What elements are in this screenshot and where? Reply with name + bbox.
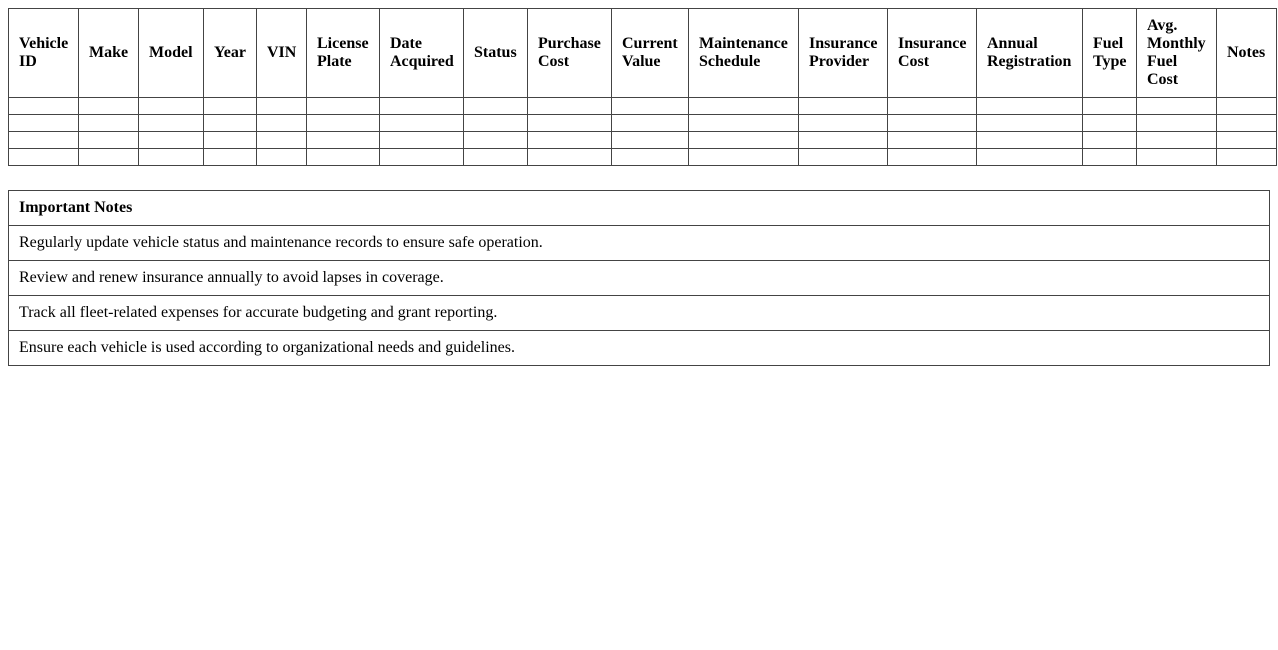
table-cell [528, 132, 612, 149]
column-header-vin: VIN [257, 9, 307, 98]
table-cell [380, 115, 464, 132]
column-header-purchase-cost: Purchase Cost [528, 9, 612, 98]
column-header-current-value: Current Value [612, 9, 689, 98]
table-cell [257, 132, 307, 149]
table-cell [204, 132, 257, 149]
table-cell [1137, 98, 1217, 115]
table-cell [79, 115, 139, 132]
table-row [9, 149, 1277, 166]
note-item: Ensure each vehicle is used according to organizational needs and guidelines. [9, 331, 1270, 366]
table-cell [9, 149, 79, 166]
note-item: Track all fleet-related expenses for accurate budgeting and grant reporting. [9, 296, 1270, 331]
table-cell [612, 115, 689, 132]
column-header-year: Year [204, 9, 257, 98]
important-notes-table [8, 190, 1270, 366]
table-cell [1083, 132, 1137, 149]
column-header-avg-monthly-fuel-cost: Avg. Monthly Fuel Cost [1137, 9, 1217, 98]
table-cell [977, 98, 1083, 115]
table-cell [799, 132, 888, 149]
table-cell [464, 149, 528, 166]
table-cell [1137, 115, 1217, 132]
table-cell [464, 132, 528, 149]
table-cell [977, 115, 1083, 132]
table-cell [380, 98, 464, 115]
table-cell [528, 149, 612, 166]
table-cell [689, 98, 799, 115]
table-cell [799, 98, 888, 115]
note-item: Review and renew insurance annually to avoid lapses in coverage. [9, 261, 1270, 296]
column-header-maintenance-schedule: Maintenance Schedule [689, 9, 799, 98]
table-cell [1137, 132, 1217, 149]
table-cell [888, 115, 977, 132]
table-cell [612, 98, 689, 115]
table-cell [139, 98, 204, 115]
table-cell [977, 149, 1083, 166]
table-cell [257, 115, 307, 132]
table-cell [79, 149, 139, 166]
table-cell [1217, 115, 1277, 132]
notes-header-row [9, 191, 1270, 226]
table-cell [977, 132, 1083, 149]
table-body [9, 98, 1277, 166]
table-cell [528, 115, 612, 132]
table-cell [257, 149, 307, 166]
fleet-vehicle-table [8, 8, 1277, 166]
table-cell [9, 98, 79, 115]
column-header-notes: Notes [1217, 9, 1277, 98]
table-cell [689, 149, 799, 166]
table-header-row [9, 9, 1277, 98]
table-cell [464, 98, 528, 115]
table-cell [1137, 149, 1217, 166]
table-cell [1217, 98, 1277, 115]
table-cell [307, 115, 380, 132]
table-cell [204, 98, 257, 115]
table-cell [689, 115, 799, 132]
column-header-fuel-type: Fuel Type [1083, 9, 1137, 98]
table-cell [139, 149, 204, 166]
table-cell [1083, 98, 1137, 115]
column-header-insurance-cost: Insurance Cost [888, 9, 977, 98]
table-cell [139, 115, 204, 132]
table-cell [204, 149, 257, 166]
table-cell [9, 115, 79, 132]
column-header-status: Status [464, 9, 528, 98]
table-cell [1217, 149, 1277, 166]
table-row [9, 132, 1277, 149]
note-row [9, 226, 1270, 261]
table-cell [464, 115, 528, 132]
column-header-date-acquired: Date Acquired [380, 9, 464, 98]
table-cell [1083, 115, 1137, 132]
note-row [9, 331, 1270, 366]
table-cell [888, 132, 977, 149]
table-cell [799, 149, 888, 166]
table-cell [612, 149, 689, 166]
table-cell [888, 98, 977, 115]
column-header-insurance-provider: Insurance Provider [799, 9, 888, 98]
note-row [9, 261, 1270, 296]
table-cell [1217, 132, 1277, 149]
table-cell [79, 132, 139, 149]
table-cell [139, 132, 204, 149]
column-header-vehicle-id: Vehicle ID [9, 9, 79, 98]
table-cell [612, 132, 689, 149]
table-cell [1083, 149, 1137, 166]
table-cell [204, 115, 257, 132]
column-header-model: Model [139, 9, 204, 98]
note-row [9, 296, 1270, 331]
table-cell [689, 132, 799, 149]
notes-title: Important Notes [9, 191, 1270, 226]
table-cell [307, 149, 380, 166]
table-cell [79, 98, 139, 115]
table-cell [380, 132, 464, 149]
table-cell [380, 149, 464, 166]
table-row [9, 98, 1277, 115]
table-cell [888, 149, 977, 166]
table-cell [307, 98, 380, 115]
table-cell [257, 98, 307, 115]
column-header-make: Make [79, 9, 139, 98]
table-cell [9, 132, 79, 149]
column-header-license-plate: License Plate [307, 9, 380, 98]
table-cell [528, 98, 612, 115]
column-header-annual-registration: Annual Registration [977, 9, 1083, 98]
table-cell [799, 115, 888, 132]
note-item: Regularly update vehicle status and maintenance records to ensure safe operation. [9, 226, 1270, 261]
table-cell [307, 132, 380, 149]
table-row [9, 115, 1277, 132]
